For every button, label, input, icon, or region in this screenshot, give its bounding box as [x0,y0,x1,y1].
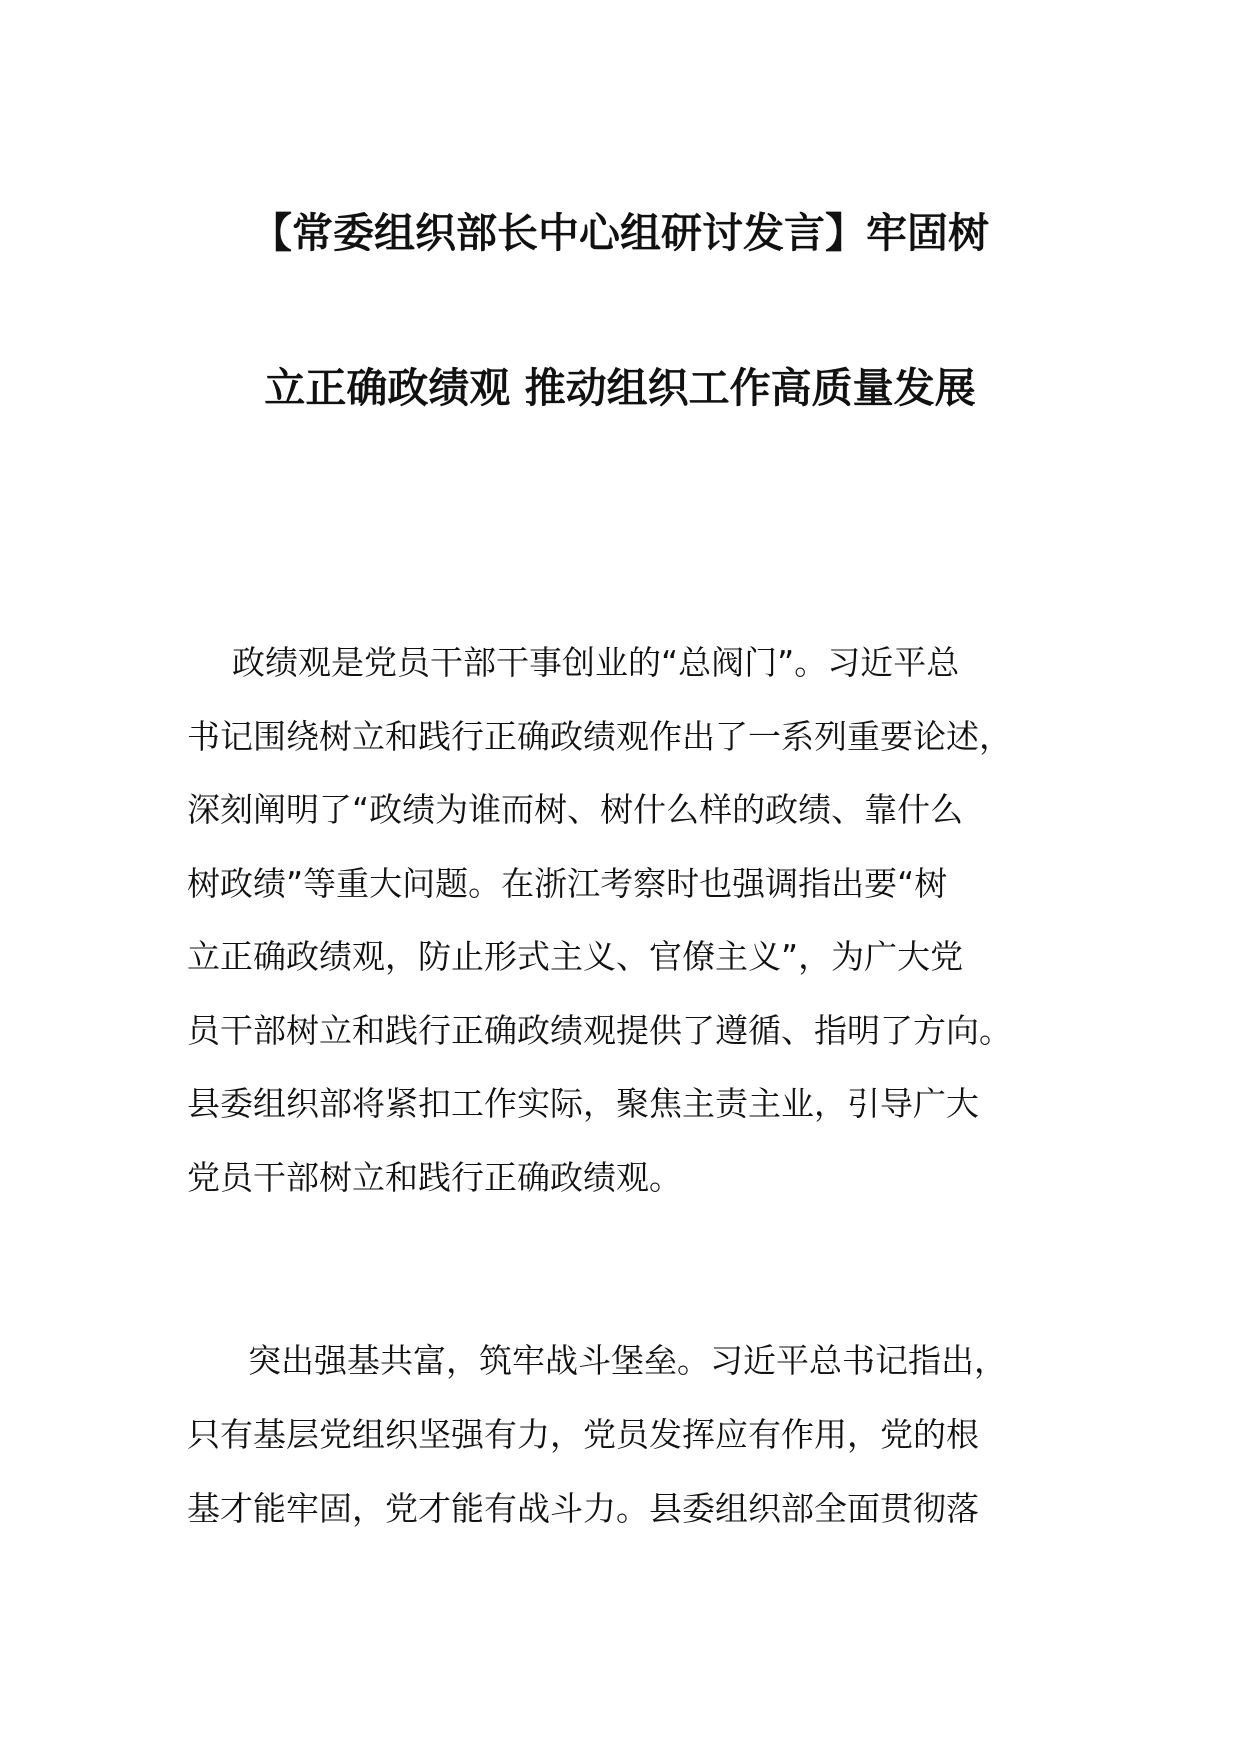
document-title-line-1: 【常委组织部长中心组研讨发言】牢固树 [251,209,989,257]
paragraph-2-line: 只有基层党组织坚强有力，党员发挥应有作用，党的根 [187,1415,979,1454]
paragraph-1-line: 树政绩”等重大问题。在浙江考察时也强调指出要“树 [187,864,948,903]
paragraph-2-line: 突出强基共富，筑牢战斗堡垒。习近平总书记指出， [248,1341,1007,1380]
paragraph-1-line: 立正确政绩观，防止形式主义、官僚主义”，为广大党 [187,937,964,976]
paragraph-2-line: 基才能牢固，党才能有战斗力。县委组织部全面贯彻落 [187,1489,979,1528]
paragraph-1-line: 党员干部树立和践行正确政绩观。 [187,1158,682,1197]
paragraph-1-line: 政绩观是党员干部干事创业的“总阀门”。习近平总 [232,643,960,682]
paragraph-1-line: 深刻阐明了“政绩为谁而树、树什么样的政绩、靠什么 [187,790,964,829]
paragraph-1-line: 县委组织部将紧扣工作实际，聚焦主责主业，引导广大 [187,1084,979,1123]
paragraph-1-line: 员干部树立和践行正确政绩观提供了遵循、指明了方向。 [187,1011,1012,1050]
document-title-line-2: 立正确政绩观 推动组织工作高质量发展 [264,364,976,412]
paragraph-1-line: 书记围绕树立和践行正确政绩观作出了一系列重要论述， [187,717,1012,756]
